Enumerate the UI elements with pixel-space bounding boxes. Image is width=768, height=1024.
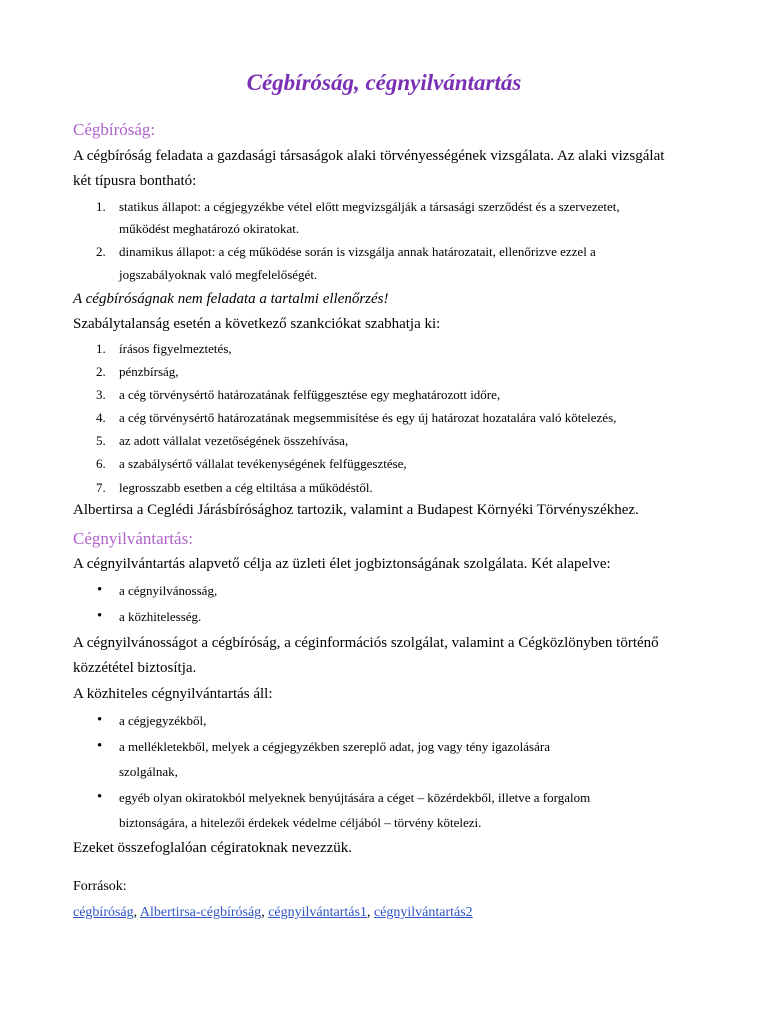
section1-closing: Albertirsa a Ceglédi Járásbírósághoz tartozik, valamint a Budapest Környéki Törvényszékhez.	[73, 502, 639, 518]
sanction-item: legrosszabb esetben a cég eltiltása a működéstől.	[119, 480, 373, 495]
sanctions-intro: Szabálytalanság esetén a következő szankciókat szabhatja ki:	[73, 316, 441, 332]
registry-item-cont: szolgálnak,	[119, 764, 178, 779]
intro-paragraph-line-1: A cégbíróság feladata a gazdasági társaságok alaki törvényességének vizsgálata. Az alaki vizsgálat	[73, 148, 665, 164]
sources-label: Források:	[73, 879, 127, 894]
list-item-dynamic-cont: jogszabályoknak való megfelelőségét.	[119, 267, 318, 282]
registry-item: egyéb olyan okiratokból melyeknek benyújtására a céget – közérdekből, illetve a forgalom	[119, 790, 591, 805]
list-number: 2.	[96, 244, 106, 259]
section2-intro: A cégnyilvántartás alapvető célja az üzleti élet jogbiztonságának szolgálata. Két alapelve:	[73, 556, 611, 572]
sanction-item: az adott vállalat vezetőségének összehívása,	[119, 433, 349, 448]
registry-item: a mellékletekből, melyek a cégjegyzékben szereplő adat, jog vagy tény igazolására	[119, 739, 550, 754]
list-number: 1.	[96, 341, 106, 356]
sanction-item: írásos figyelmeztetés,	[119, 341, 232, 356]
list-item-static-cont: működést meghatározó okiratokat.	[119, 221, 300, 236]
section2-summary: Ezeket összefoglalóan cégiratoknak nevezzük.	[73, 840, 353, 856]
list-number: 7.	[96, 480, 106, 495]
list-item-static: statikus állapot: a cégjegyzékbe vétel előtt megvizsgálják a társasági szerződést és a szervezetet,	[119, 199, 620, 214]
list-number: 5.	[96, 433, 106, 448]
source-link-cegbirosag[interactable]: cégbíróság	[73, 905, 134, 920]
document-title: Cégbíróság, cégnyilvántartás	[246, 70, 522, 95]
link-separator: ,	[366, 905, 374, 920]
list-number: 4.	[96, 410, 106, 425]
bullet-icon: •	[97, 712, 103, 728]
list-number: 6.	[96, 456, 106, 471]
section-heading-cegnyilvantartas: Cégnyilvántartás:	[73, 529, 193, 548]
registry-item: a cégjegyzékből,	[119, 713, 207, 728]
sanction-item: a cég törvénysértő határozatának felfüggesztése egy meghatározott időre,	[119, 387, 501, 402]
sanction-item: pénzbírság,	[119, 364, 179, 379]
list-number: 3.	[96, 387, 106, 402]
section-heading-cegbirosag: Cégbíróság:	[73, 120, 156, 139]
principle-item: a cégnyilvánosság,	[119, 583, 218, 598]
link-separator: ,	[133, 905, 140, 920]
bullet-icon: •	[97, 608, 103, 624]
link-separator: ,	[261, 905, 269, 920]
intro-paragraph-line-2: két típusra bontható:	[73, 173, 197, 189]
list-number: 2.	[96, 364, 106, 379]
sanction-item: a cég törvénysértő határozatának megsemmisítése és egy új határozat hozatalára való kötelezés,	[119, 410, 617, 425]
note-italic: A cégbíróságnak nem feladata a tartalmi ellenőrzés!	[73, 291, 389, 307]
publicity-paragraph-line-1: A cégnyilvánosságot a cégbíróság, a céginformációs szolgálat, valamint a Cégközlönyben történő	[73, 635, 659, 651]
publicity-paragraph-line-2: közzététel biztosítja.	[73, 660, 197, 676]
source-link-cegnyilvantartas1[interactable]: cégnyilvántartás1	[268, 905, 367, 920]
list-number: 1.	[96, 199, 106, 214]
bullet-icon: •	[97, 582, 103, 598]
sanction-item: a szabálysértő vállalat tevékenységének felfüggesztése,	[119, 456, 407, 471]
list-item-dynamic: dinamikus állapot: a cég működése során is vizsgálja annak határozatait, ellenőrizve ezzel a	[119, 244, 596, 259]
source-link-albertirsa-cegbirosag[interactable]: Albertirsa-cégbíróság	[139, 905, 262, 920]
source-link-cegnyilvantartas2[interactable]: cégnyilvántartás2	[373, 905, 473, 920]
registry-item-cont: biztonságára, a hitelezői érdekek védelme céljából – törvény kötelezi.	[119, 815, 482, 830]
sources-links	[73, 906, 473, 920]
bullet-icon: •	[97, 789, 103, 805]
principle-item: a közhitelesség.	[119, 609, 202, 624]
bullet-icon: •	[97, 738, 103, 754]
registry-intro: A közhiteles cégnyilvántartás áll:	[73, 686, 273, 702]
